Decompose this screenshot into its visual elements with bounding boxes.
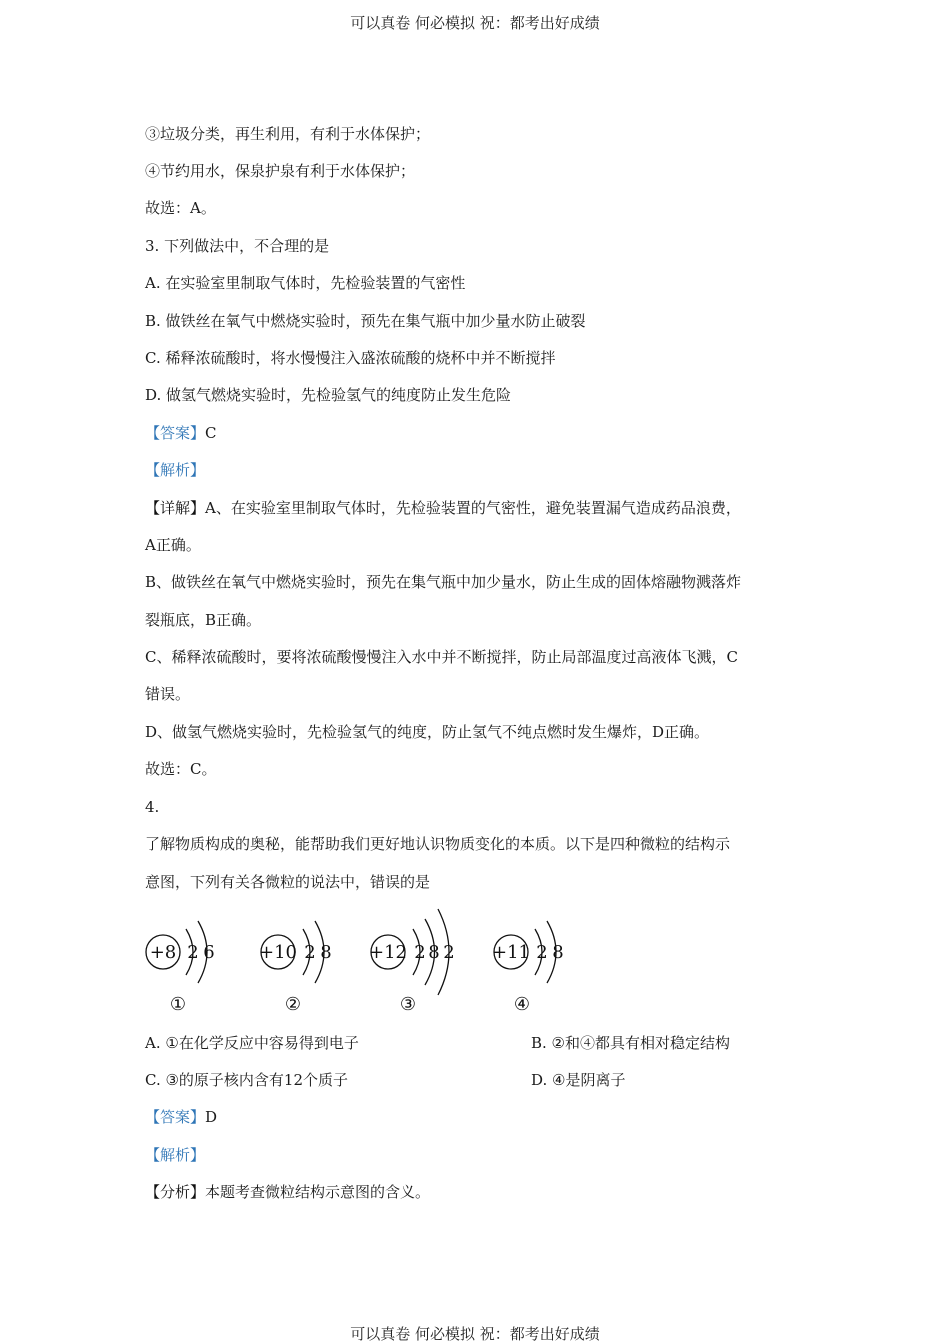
q4-fenxi-text: 本题考查微粒结构示意图的含义。 [205, 1183, 431, 1201]
q2-line-3: ③垃圾分类，再生利用，有利于水体保护； [145, 125, 431, 143]
page-header: 可以真卷 何必模拟 祝：都考出好成绩 [350, 14, 600, 32]
q4-stem-1: 了解物质构成的奥秘，能帮助我们更好地认识物质变化的本质。以下是四种微粒的结构示 [145, 835, 731, 853]
q4-answer-tag: 【答案】 [145, 1108, 206, 1126]
q3-analysis-label: 【解析】 [145, 461, 206, 479]
q3-detail-c2: 错误。 [145, 685, 191, 703]
q4-answer [145, 1107, 810, 1127]
q3-detail-a1 [145, 498, 810, 518]
q4-analysis-label: 【解析】 [145, 1146, 206, 1164]
shell-3-3-count: 2 [443, 942, 455, 963]
particle-4-label: ④ [513, 994, 531, 1015]
q2-line-4: ④节约用水，保泉护泉有利于水体保护； [145, 162, 416, 180]
nucleus-3-label: +12 [369, 942, 407, 963]
shell-4-1-count: 2 [536, 942, 548, 963]
shell-3-1-count: 2 [414, 942, 426, 963]
particle-3-label: ③ [399, 994, 417, 1015]
q3-option-d: D. 做氢气燃烧实验时，先检验氢气的纯度防止发生危险 [145, 386, 512, 404]
q4-fenxi [145, 1182, 810, 1202]
shell-2-2-count: 8 [320, 942, 332, 963]
q3-option-a: A. 在实验室里制取气体时，先检验装置的气密性 [145, 274, 466, 292]
shell-1-2-count: 6 [203, 942, 215, 963]
q3-answer [145, 423, 810, 443]
q3-choice: 故选：C。 [145, 760, 217, 778]
q3-analysis-tag [145, 460, 810, 480]
q3-detail-d: D、做氢气燃烧实验时，先检验氢气的纯度，防止氢气不纯点燃时发生爆炸，D正确。 [145, 723, 710, 741]
particle-1 [146, 921, 215, 1015]
q3-detail-b1: B、做铁丝在氧气中燃烧实验时，预先在集气瓶中加少量水，防止生成的固体熔融物溅落炸 [145, 573, 742, 591]
shell-2-1-count: 2 [304, 942, 316, 963]
q3-option-c: C. 稀释浓硫酸时，将水慢慢注入盛浓硫酸的烧杯中并不断搅拌 [145, 349, 556, 367]
nucleus-2-label: +10 [259, 942, 297, 963]
q3-detail-a2: A正确。 [145, 536, 201, 554]
nucleus-1-label: +8 [149, 942, 177, 963]
particle-3 [369, 909, 455, 1015]
q3-detail-b2: 裂瓶底，B正确。 [145, 611, 262, 629]
q4-option-c: C. ③的原子核内含有12个质子 [145, 1071, 349, 1089]
q3-stem: 3. 下列做法中，不合理的是 [145, 237, 330, 255]
q4-answer-value: D [205, 1108, 218, 1126]
particle-4 [492, 921, 564, 1015]
q2-choice: 故选：A。 [145, 199, 216, 217]
q4-option-b: B. ②和④都具有相对稳定结构 [531, 1034, 731, 1052]
q4-number: 4. [145, 798, 160, 816]
particle-2 [259, 921, 332, 1015]
q4-analysis-tag [145, 1145, 810, 1165]
particle-2-label: ② [284, 994, 302, 1015]
shell-3-2-count: 8 [428, 942, 440, 963]
q3-detail-a1-text: A、在实验室里制取气体时，先检验装置的气密性，避免装置漏气造成药品浪费， [205, 499, 741, 517]
q3-detail-c1: C、稀释浓硫酸时，要将浓硫酸慢慢注入水中并不断搅拌，防止局部温度过高液体飞溅，C [145, 648, 738, 666]
q4-option-d: D. ④是阴离子 [531, 1071, 626, 1089]
page-footer: 可以真卷 何必模拟 祝：都考出好成绩 [350, 1325, 600, 1343]
q3-answer-tag: 【答案】 [145, 424, 206, 442]
q3-option-b: B. 做铁丝在氧气中燃烧实验时，预先在集气瓶中加少量水防止破裂 [145, 312, 586, 330]
q3-detail-tag: 【详解】 [145, 499, 206, 517]
q4-stem-2: 意图，下列有关各微粒的说法中，错误的是 [145, 873, 431, 891]
particle-1-label: ① [169, 994, 187, 1015]
q4-option-a: A. ①在化学反应中容易得到电子 [145, 1034, 359, 1052]
q3-answer-value: C [205, 424, 217, 442]
shell-1-1-count: 2 [187, 942, 199, 963]
shell-4-2-count: 8 [552, 942, 564, 963]
particle-structure-diagram [140, 905, 580, 1015]
q4-fenxi-tag: 【分析】 [145, 1183, 206, 1201]
nucleus-4-label: +11 [492, 942, 530, 963]
